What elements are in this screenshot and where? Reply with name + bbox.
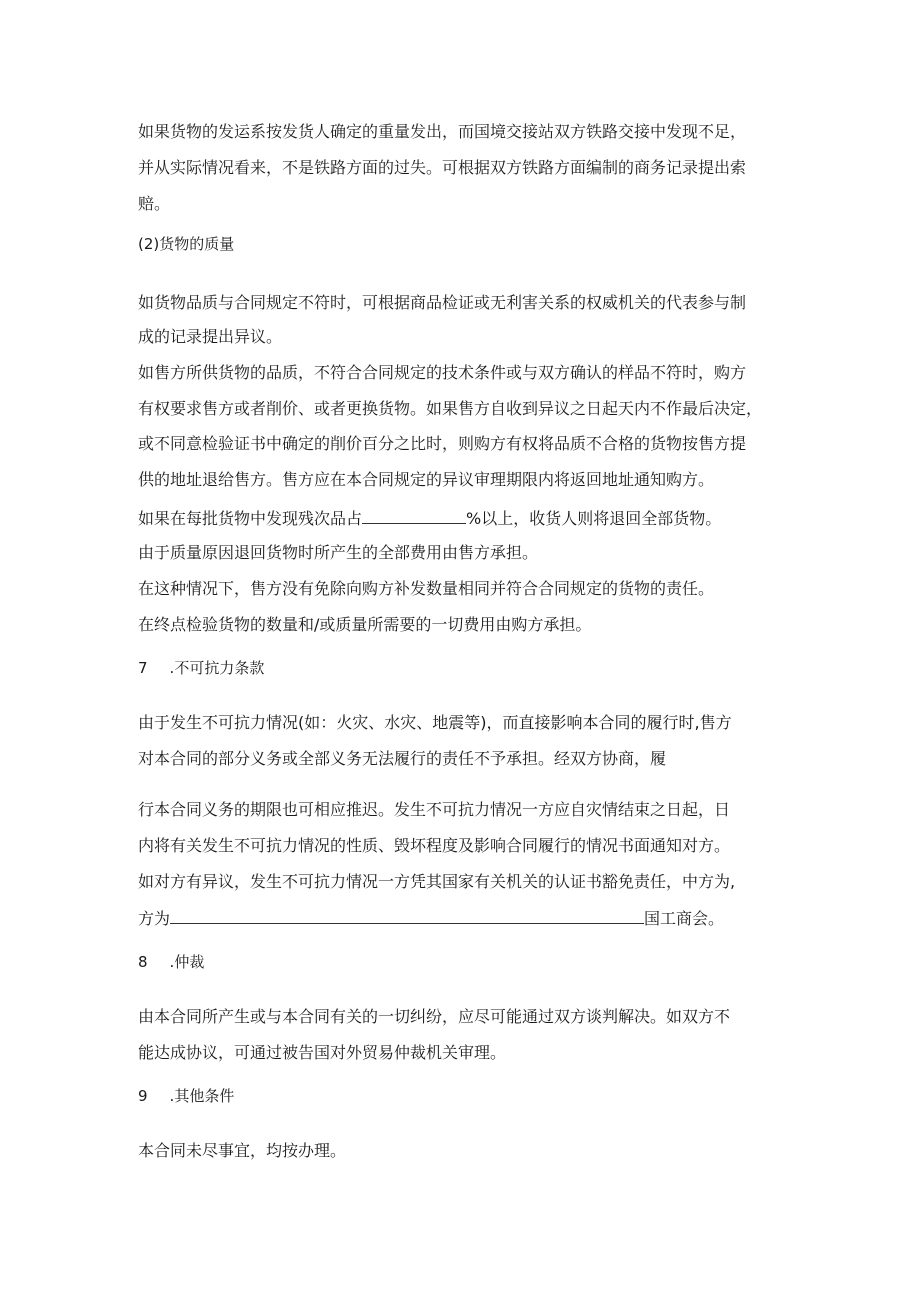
fill-in-blank [362, 508, 466, 524]
paragraph-line: 本合同未尽事宜，均按办理。 [138, 1141, 347, 1160]
paragraph-line: 由本合同所产生或与本合同有关的一切纠纷，应尽可能通过双方谈判解决。如双方不 [138, 1007, 731, 1026]
section-title: .不可抗力条款 [169, 659, 265, 677]
section-heading-other-conditions [138, 1086, 234, 1106]
paragraph-line: 能达成协议，可通过被告国对外贸易仲裁机关审理。 [138, 1043, 507, 1062]
paragraph-line: 供的地址退给售方。售方应在本合同规定的异议审理期限内将返回地址通知购方。 [138, 470, 715, 489]
text-segment: 方为 [138, 909, 171, 928]
section-number: 8 [138, 953, 148, 971]
paragraph-line: 成的记录提出异议。 [138, 327, 283, 346]
paragraph-line: 在终点检验货物的数量和/或质量所需要的一切费用由购方承担。 [138, 615, 592, 634]
paragraph-line: 如货物品质与合同规定不符时，可根据商品检证或无利害关系的权威机关的代表参与制 [138, 293, 747, 312]
paragraph-line: 如果货物的发运系按发货人确定的重量发出，而国境交接站双方铁路交接中发现不足， [138, 122, 747, 141]
paragraph-line-with-blank [138, 908, 724, 929]
paragraph-line: 行本合同义务的期限也可相应推迟。发生不可抗力情况一方应自灾情结束之日起，日 [138, 800, 731, 819]
section-title: .其他条件 [169, 1087, 235, 1105]
paragraph-line: 对本合同的部分义务或全部义务无法履行的责任不予承担。经双方协商，履 [138, 749, 667, 768]
section-number: 9 [138, 1087, 148, 1105]
text-segment: 国工商会。 [644, 909, 725, 928]
paragraph-line: 内将有关发生不可抗力情况的性质、毁坏程度及影响合同履行的情况书面通知对方。 [138, 836, 731, 855]
text-segment: 如果在每批货物中发现残次品占 [138, 509, 363, 528]
paragraph-line: 并从实际情况看来，不是铁路方面的过失。可根据双方铁路方面编制的商务记录提出索 [138, 158, 747, 177]
section-number: 7 [138, 659, 148, 677]
paragraph-line: 由于质量原因退回货物时所产生的全部费用由售方承担。 [138, 543, 539, 562]
paragraph-line: 由于发生不可抗力情况(如：火灾、水灾、地震等)，而直接影响本合同的履行时,售方 [138, 713, 732, 732]
section-heading-arbitration [138, 952, 204, 972]
fill-in-blank [170, 908, 644, 924]
paragraph-line: 或不同意检验证书中确定的削价百分之比时，则购方有权将品质不合格的货物按售方提 [138, 434, 747, 453]
paragraph-line: 如对方有异议，发生不可抗力情况一方凭其国家有关机关的认证书豁免责任，中方为, [138, 872, 736, 891]
paragraph-line: 有权要求售方或者削价、或者更换货物。如果售方自收到异议之日起天内不作最后决定， [138, 399, 763, 418]
text-segment: %以上，收货人则将退回全部货物。 [466, 509, 722, 528]
paragraph-line: 如售方所供货物的品质，不符合合同规定的技术条件或与双方确认的样品不符时，购方 [138, 363, 747, 382]
section-heading-force-majeure [138, 658, 264, 678]
paragraph-line-with-blank [138, 508, 721, 529]
paragraph-line: 在这种情况下，售方没有免除向购方补发数量相同并符合合同规定的货物的责任。 [138, 579, 715, 598]
section-title: .仲裁 [169, 953, 205, 971]
paragraph-line: 赔。 [138, 194, 171, 213]
section-heading-quality: (2)货物的质量 [138, 235, 235, 253]
